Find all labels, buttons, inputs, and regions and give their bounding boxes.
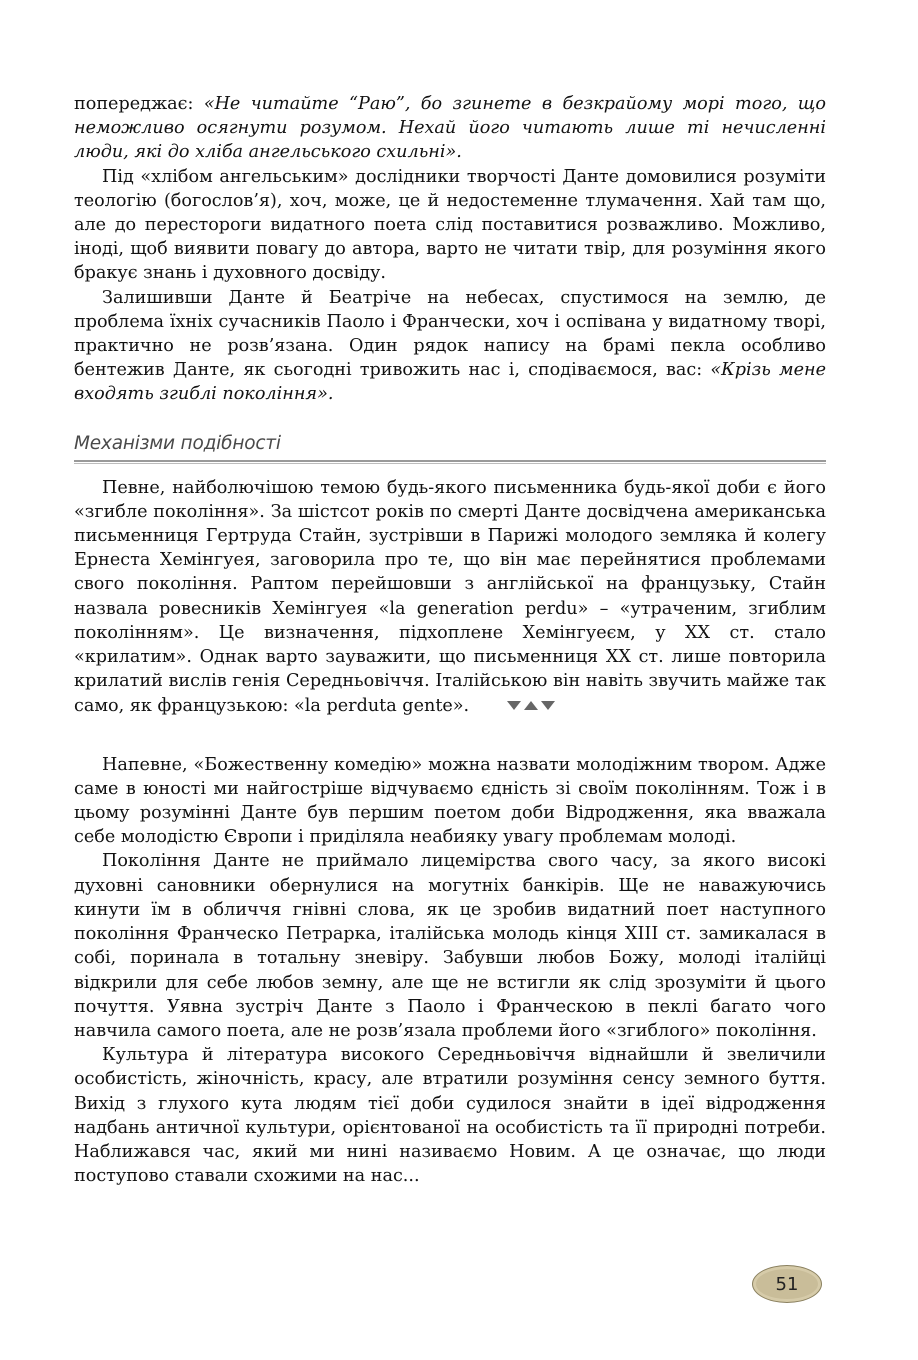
paragraph-5: Напевне, «Божественну комедію» можна назвати молодіжним твором. Адже саме в юності ми найгостріше відчуваємо єдність зі своїм поколінням. Тож і в цьому розумінні Данте був першим поетом доби Відродження, яка вважала себе молодістю Європи і приділяла неабияку увагу проблемам молоді. <box>74 754 826 848</box>
page-number-badge <box>752 1265 822 1303</box>
paragraph-3 <box>74 286 826 407</box>
triangle-marks-icon <box>479 693 557 717</box>
paragraph-3-text: Залишивши Данте й Беатріче на небесах, спустимося на землю, де проблема їхніх сучасників Паоло і Франчески, хоч і оспівана у видатному творі, практично не розв’язана. Один рядок напису на брамі пекла особливо бентежив Данте, як сьогодні тривожить нас і, сподіваємося, вас: <box>74 287 826 381</box>
paragraph-4-text: Певне, найболючішою темою будь-якого письменника будь-якої доби є його «згибле покоління». За шістсот років по смерті Данте досвідчена американська письменниця Гертруда Стайн, зустрівши в Парижі молодого земляка й колегу Ернеста Хемінгуея, заговорила про те, що він має перейнятися проблемами свого покоління. Раптом перейшовши з англійської на французьку, Стайн назвала ровесників Хемінгуея «la generation perdu» – «утраченим, згиблим поколінням». Це визначення, підхоплене Хемінгуеєм, у XX ст. стало «крилатим». Однак варто зауважити, що письменниця XX ст. лише повторила крилатий вислів генія Середньовіччя. Італійською він навіть звучить майже так само, як французькою: «la perduta gente». <box>74 477 826 717</box>
heading-rule <box>74 460 826 462</box>
paragraph-7: Культура й література високого Середньовіччя віднайшли й звеличили особистість, жіночність, красу, але втратили розуміння сенсу земного буття. Вихід з глухого кута людям тієї доби судилося знайти в ідеї відродження надбань античної культури, орієнтованої на особистість та її природні потреби. Наближався час, який ми нині називаємо Новим. А це означає, що люди поступово ставали схожими на нас... <box>74 1045 826 1187</box>
paragraph-2: Під «хлібом ангельським» дослідники творчості Данте домовилися розуміти теологію (богослов’я), хоч, може, це й недостеменне тлумачення. Хай там що, але до перестороги видатного поета слід поставитися розважливо. Можливо, іноді, щоб виявити повагу до автора, варто не читати твір, для розуміння якого бракує знань і духовного досвіду. <box>74 166 826 284</box>
paragraph-3-quote: «Крізь мене входять згиблі покоління». <box>74 360 826 405</box>
paragraph-1-text: попереджає: <box>74 94 204 114</box>
section-gap <box>74 719 826 753</box>
heading-rule-thin <box>74 463 826 464</box>
paragraph-1 <box>74 92 826 165</box>
paragraph-6: Покоління Данте не приймало лицемірства свого часу, за якого високі духовні сановники обернулися на могутніх банкірів. Ще не наважуючись кинути їм в обличчя гнівні слова, як це зробив видатний поет наступного покоління Франческо Петрарка, італійська молодь кінця XIII ст. замикалася в собі, поринала в тотальну зневіру. Забувши любов Божу, молоді італійці відкрили для себе любов земну, але ще не встигли як слід зрозуміти й цього почуття. Уявна зустріч Данте з Паоло і Франческою в пеклі багато чого навчила самого поета, але не розв’язала проблеми його «згиблого» покоління. <box>74 851 826 1041</box>
page-content <box>74 92 826 1188</box>
paragraph-1-quote: «Не читайте “Раю”, бо згинете в безкрайому морі того, що неможливо осягнути розумом. Нехай його читають лише ті нечисленні люди, які до хліба ангельського схильні». <box>74 94 827 163</box>
section-heading: Механізми подібності <box>74 432 281 454</box>
page-number: 51 <box>775 1273 799 1295</box>
paragraph-4 <box>74 476 826 719</box>
